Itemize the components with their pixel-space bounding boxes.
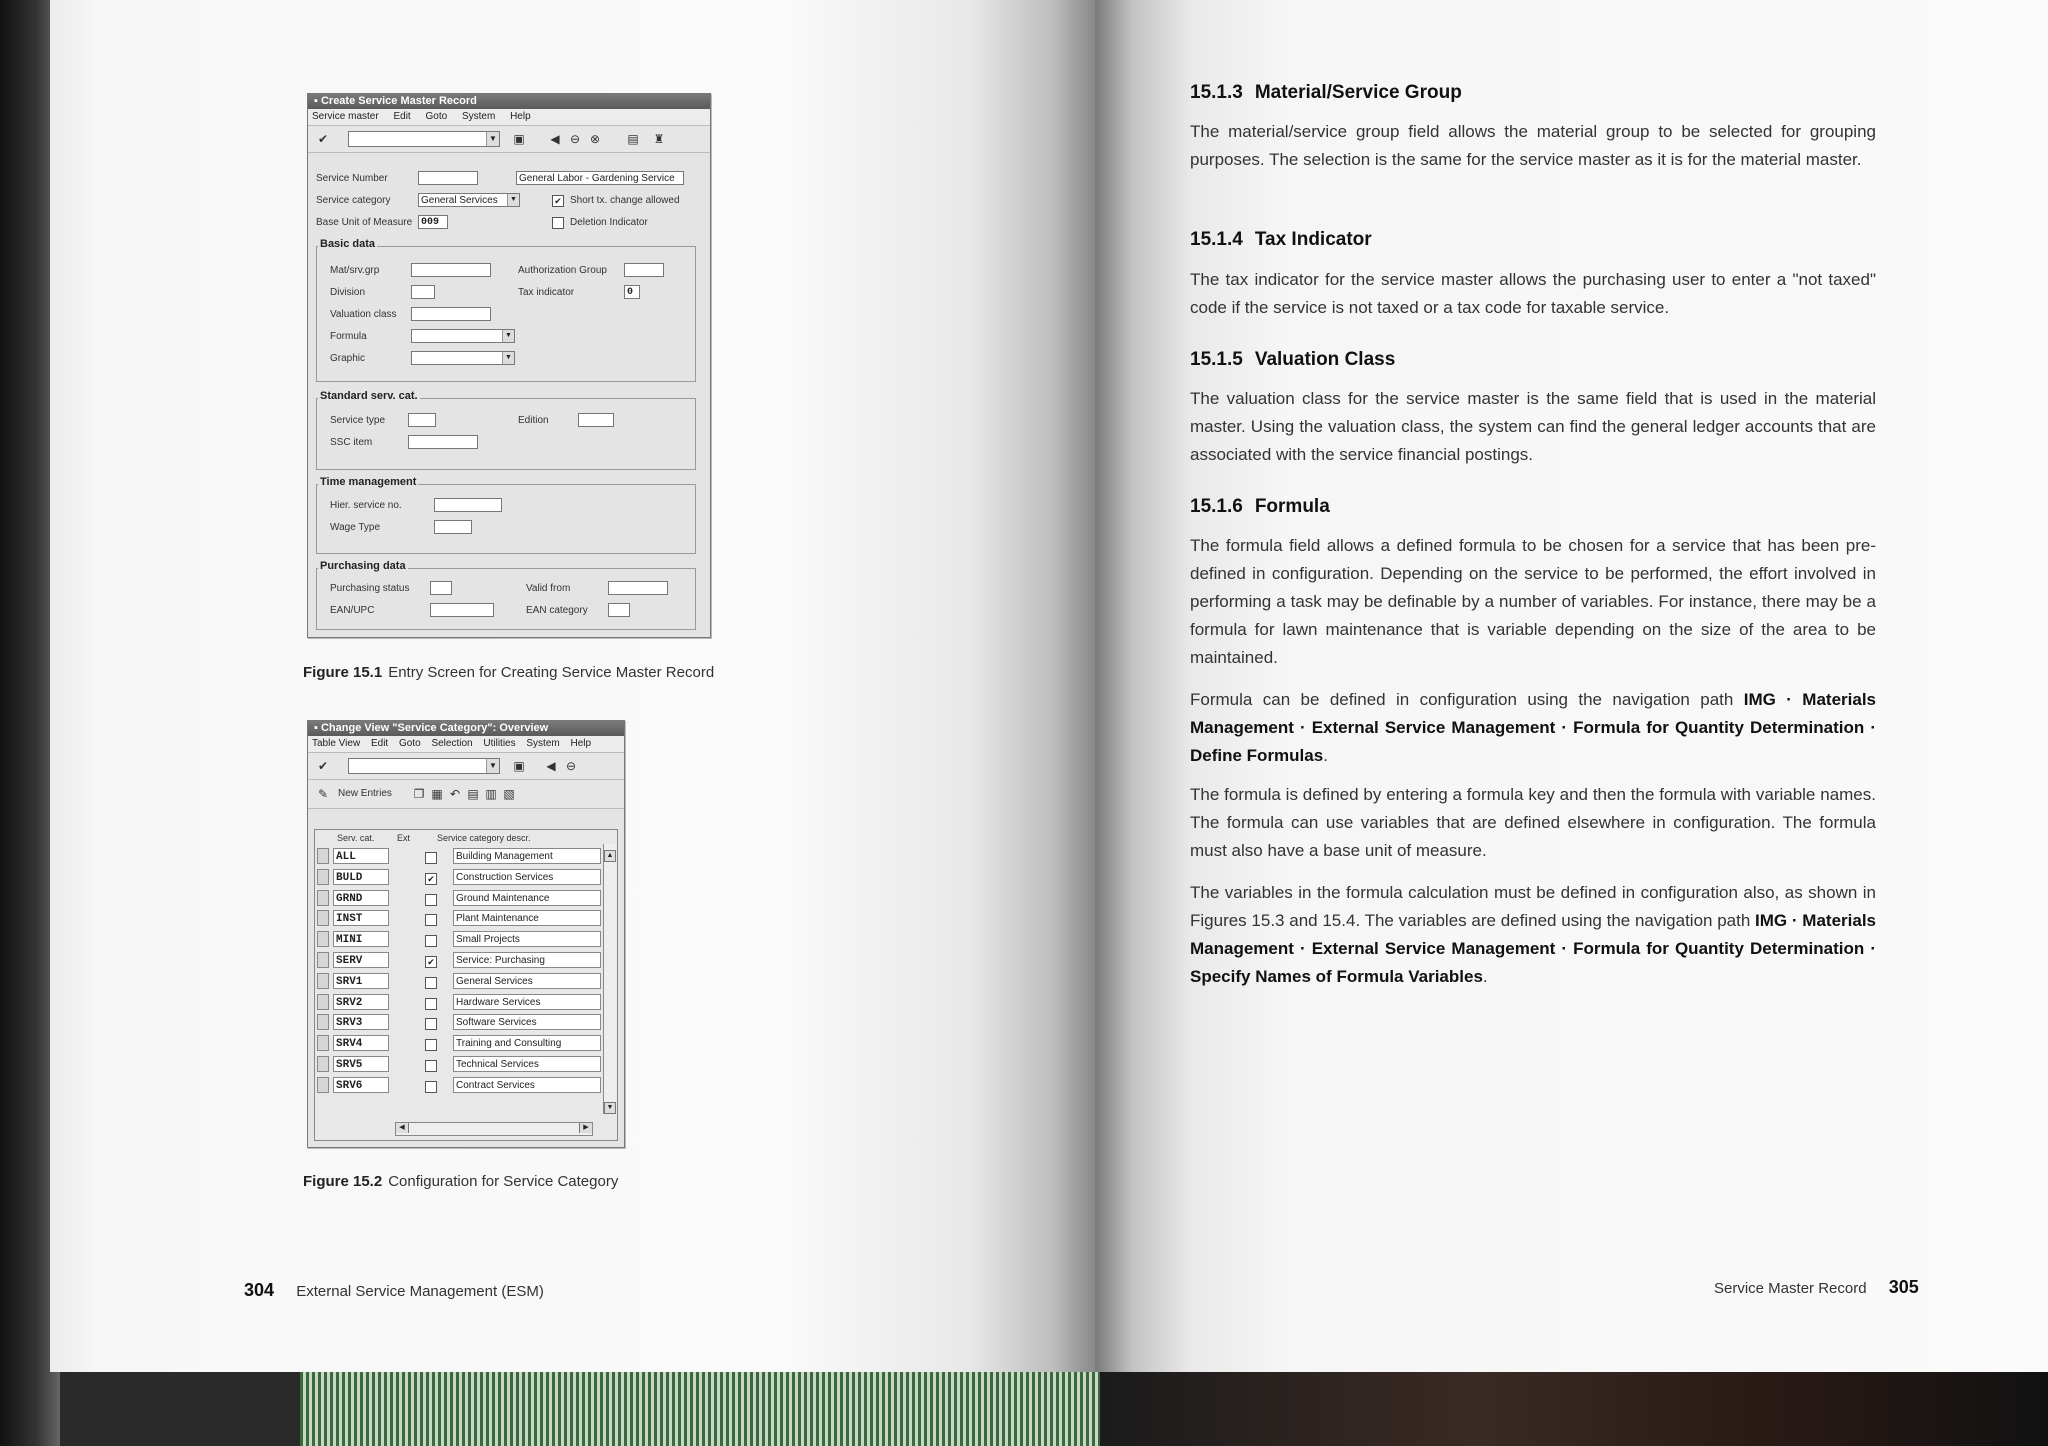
window-title-bar: ▪ Change View "Service Category": Overview — [308, 721, 624, 736]
section-heading — [1190, 349, 1395, 371]
section-heading — [1190, 496, 1330, 518]
copy-icon[interactable]: ❐ — [413, 787, 425, 801]
paragraph: The valuation class for the service master is the same field that is used in the material master. Using the valuation class, the system can find the general ledger accounts that are associated with the service financial postings. — [1190, 389, 1876, 464]
find-icon[interactable]: ♜ — [653, 132, 665, 146]
figure-caption-text: Entry Screen for Creating Service Master Record — [388, 664, 715, 681]
figure-label: Figure 15.2 — [303, 1173, 383, 1190]
formula-field[interactable] — [411, 329, 515, 343]
menu-selection[interactable]: Selection — [431, 738, 473, 749]
chevron-down-icon[interactable]: ▼ — [486, 759, 499, 773]
left-page-footer — [244, 1280, 544, 1301]
deselect-icon[interactable]: ▧ — [503, 787, 515, 801]
paragraph: The tax indicator for the service master allows the purchasing user to enter a "not taxed" code if the service is not taxed or a tax code for taxable service. — [1190, 270, 1876, 317]
time-management-title: Time management — [320, 476, 417, 488]
row-selector[interactable] — [317, 1056, 329, 1072]
horizontal-scrollbar[interactable] — [395, 1122, 593, 1136]
table-row[interactable] — [333, 1054, 603, 1074]
vertical-scrollbar[interactable] — [603, 844, 616, 1114]
command-field[interactable] — [348, 758, 500, 774]
row-selector[interactable] — [317, 1077, 329, 1093]
print-icon[interactable]: ▤ — [627, 132, 639, 146]
ext-checkbox[interactable] — [425, 1018, 437, 1030]
desc-cell[interactable]: Service: Purchasing — [453, 952, 601, 968]
paragraph — [1190, 686, 1876, 770]
col-serv-cat-header[interactable]: Serv. cat. — [337, 833, 375, 843]
standard-toolbar — [308, 753, 624, 780]
desc-cell[interactable]: Hardware Services — [453, 994, 601, 1010]
valid-from-label: Valid from — [526, 583, 571, 594]
menu-bar — [308, 736, 624, 753]
paragraph — [1190, 879, 1876, 991]
serv-cat-cell[interactable]: SRV5 — [333, 1056, 389, 1072]
deletion-indicator-checkbox[interactable] — [552, 217, 564, 229]
graphic-field[interactable] — [411, 351, 515, 365]
purchasing-status-field[interactable] — [430, 581, 452, 595]
purchasing-data-group — [316, 568, 696, 630]
row-selector[interactable] — [317, 848, 329, 864]
figure-label: Figure 15.1 — [303, 664, 383, 681]
desc-cell[interactable]: Technical Services — [453, 1056, 601, 1072]
service-category-label: Service category — [316, 195, 391, 206]
figure-15-1-window — [307, 93, 711, 638]
ext-checkbox[interactable] — [425, 998, 437, 1010]
time-management-group — [316, 484, 696, 554]
service-category-value: General Services — [421, 195, 498, 206]
command-field[interactable] — [348, 131, 500, 147]
navigation-path: IMG · Materials Management · External Service Management · Formula for Quantity Determination · Specify Names of Formula Variables — [1190, 911, 1876, 986]
serv-cat-cell[interactable]: SRV4 — [333, 1035, 389, 1051]
ean-category-label: EAN category — [526, 605, 588, 616]
section-heading — [1190, 82, 1462, 104]
section-number: 15.1.4 — [1190, 229, 1243, 250]
row-selector[interactable] — [317, 910, 329, 926]
row-selector[interactable] — [317, 890, 329, 906]
ext-checkbox[interactable] — [425, 977, 437, 989]
new-entries-button[interactable]: New Entries — [338, 788, 392, 799]
paragraph: The formula is defined by entering a formula key and then the formula with variable names. The formula can use variables that are defined elsewhere in configuration. The formula must also have a base unit of measure. — [1190, 785, 1876, 860]
chevron-down-icon[interactable]: ▼ — [502, 330, 514, 342]
valid-from-field[interactable] — [608, 581, 668, 595]
save-icon[interactable]: ▣ — [513, 759, 525, 773]
table-row[interactable] — [333, 950, 603, 970]
exit-icon[interactable]: ⊖ — [569, 132, 581, 146]
desc-cell[interactable]: Construction Services — [453, 869, 601, 885]
serv-cat-cell[interactable]: SRV1 — [333, 973, 389, 989]
chevron-down-icon[interactable]: ▼ — [486, 132, 499, 146]
service-category-table — [314, 829, 618, 1141]
desc-cell[interactable]: Ground Maintenance — [453, 890, 601, 906]
menu-system[interactable]: System — [526, 738, 560, 749]
paragraph: The material/service group field allows the material group to be selected for grouping purposes. The selection is the same for the service master as it is for the material master. — [1190, 122, 1876, 169]
standard-serv-cat-group — [316, 398, 696, 470]
paragraph: The formula field allows a defined formula to be chosen for a service that has been pre-defined in configuration. Depending on the service to be performed, the effort involved in performing a task may be definable by a number of variables. For instance, there may be a formula for lawn maintenance that is variable depending on the size of the area to be maintained. — [1190, 536, 1876, 667]
menu-goto[interactable]: Goto — [398, 738, 421, 749]
hier-service-no-label: Hier. service no. — [330, 500, 402, 511]
ean-upc-field[interactable] — [430, 603, 494, 617]
service-number-label: Service Number — [316, 173, 388, 184]
back-icon[interactable]: ◀ — [550, 132, 560, 146]
wage-type-field[interactable] — [434, 520, 472, 534]
figure-15-2-caption — [303, 1173, 618, 1190]
window-title: Create Service Master Record — [320, 95, 477, 107]
wage-type-label: Wage Type — [330, 522, 381, 533]
table-row[interactable] — [333, 1012, 603, 1032]
serv-cat-cell[interactable]: SRV6 — [333, 1077, 389, 1093]
row-selector[interactable] — [317, 973, 329, 989]
ext-checkbox[interactable] — [425, 852, 437, 864]
valuation-class-label: Valuation class — [330, 309, 397, 320]
row-selector[interactable] — [317, 931, 329, 947]
figure-caption-text: Configuration for Service Category — [388, 1173, 619, 1190]
paragraph-text: . — [1482, 967, 1488, 986]
short-text-change-label: Short tx. change allowed — [570, 195, 680, 206]
menu-goto[interactable]: Goto — [425, 111, 448, 122]
ext-checkbox[interactable] — [425, 1060, 437, 1072]
serv-cat-cell[interactable]: GRND — [333, 890, 389, 906]
table-row[interactable] — [333, 992, 603, 1012]
service-number-field[interactable] — [418, 171, 478, 185]
menu-service-master[interactable]: Service master — [312, 111, 379, 122]
delete-icon[interactable]: ▦ — [431, 787, 443, 801]
hier-service-no-field[interactable] — [434, 498, 502, 512]
scroll-left-icon[interactable]: ◀ — [396, 1123, 409, 1133]
edition-label: Edition — [518, 415, 549, 426]
window-title: Change View "Service Category": Overview — [320, 722, 549, 734]
row-selector[interactable] — [317, 1035, 329, 1051]
menu-help[interactable]: Help — [510, 111, 531, 122]
division-field[interactable] — [411, 285, 435, 299]
purchasing-data-title: Purchasing data — [320, 560, 406, 572]
paragraph-text: The variables in the formula calculation must be defined in configuration also, as shown in Figures 15.3 and 15.4. The variables are defined using the navigation path — [1190, 883, 1876, 930]
ext-checkbox[interactable]: ✔ — [425, 873, 437, 885]
chevron-down-icon[interactable]: ▼ — [502, 352, 514, 364]
table-row[interactable] — [333, 1075, 603, 1095]
exit-icon[interactable]: ⊖ — [565, 759, 577, 773]
valuation-class-field[interactable] — [411, 307, 491, 321]
ext-checkbox[interactable] — [425, 935, 437, 947]
table-rows — [333, 846, 605, 1110]
row-selector[interactable] — [317, 994, 329, 1010]
service-type-label: Service type — [330, 415, 386, 426]
table-row[interactable] — [333, 1033, 603, 1053]
menu-edit[interactable]: Edit — [370, 738, 389, 749]
service-type-field[interactable] — [408, 413, 436, 427]
menu-utilities[interactable]: Utilities — [483, 738, 516, 749]
tax-indicator-label: Tax indicator — [518, 287, 575, 298]
ean-upc-label: EAN/UPC — [330, 605, 375, 616]
ext-checkbox[interactable]: ✔ — [425, 956, 437, 968]
service-category-field[interactable] — [418, 193, 520, 207]
figure-15-1-caption — [303, 664, 714, 681]
serv-cat-cell[interactable]: ALL — [333, 848, 389, 864]
select-block-icon[interactable]: ▥ — [485, 787, 497, 801]
edition-field[interactable] — [578, 413, 614, 427]
serv-cat-cell[interactable]: BULD — [333, 869, 389, 885]
enter-icon[interactable]: ✔ — [317, 759, 329, 773]
deletion-indicator-label: Deletion Indicator — [570, 217, 648, 228]
ext-checkbox[interactable] — [425, 914, 437, 926]
col-ext-header[interactable]: Ext — [397, 833, 411, 843]
new-entries-icon[interactable]: ✎ — [317, 787, 329, 801]
section-title: Formula — [1254, 496, 1330, 517]
menu-system[interactable]: System — [461, 111, 496, 122]
save-icon[interactable]: ▣ — [513, 132, 525, 146]
serv-cat-cell[interactable]: SRV2 — [333, 994, 389, 1010]
table-row[interactable] — [333, 971, 603, 991]
serv-cat-cell[interactable]: SRV3 — [333, 1014, 389, 1030]
desc-cell[interactable]: Small Projects — [453, 931, 601, 947]
page-number: 305 — [1888, 1277, 1919, 1297]
serv-cat-cell[interactable]: MINI — [333, 931, 389, 947]
select-all-icon[interactable]: ▤ — [467, 787, 479, 801]
base-uom-label: Base Unit of Measure — [316, 217, 413, 228]
section-title: Material/Service Group — [1254, 82, 1462, 103]
back-icon[interactable]: ◀ — [546, 759, 556, 773]
section-number: 15.1.3 — [1190, 82, 1243, 103]
section-number: 15.1.6 — [1190, 496, 1243, 517]
enter-icon[interactable]: ✔ — [317, 132, 329, 146]
desc-cell[interactable]: Plant Maintenance — [453, 910, 601, 926]
desc-cell[interactable]: Training and Consulting — [453, 1035, 601, 1051]
chevron-down-icon[interactable]: ▼ — [507, 194, 519, 206]
menu-bar — [308, 109, 710, 126]
section-title: Valuation Class — [1254, 349, 1396, 370]
short-text-change-checkbox[interactable]: ✔ — [552, 195, 564, 207]
mat-srv-grp-field[interactable] — [411, 263, 491, 277]
paragraph-text: Formula can be defined in configuration using the navigation path — [1190, 690, 1744, 709]
base-uom-field[interactable]: 009 — [418, 215, 448, 229]
col-desc-header[interactable]: Service category descr. — [437, 833, 531, 843]
figure-15-2-window — [307, 720, 625, 1148]
undo-icon[interactable]: ↶ — [449, 787, 461, 801]
table-row[interactable] — [333, 888, 603, 908]
ext-checkbox[interactable] — [425, 1039, 437, 1051]
mat-srv-grp-label: Mat/srv.grp — [330, 265, 380, 276]
section-number: 15.1.5 — [1190, 349, 1243, 370]
authorization-group-field[interactable] — [624, 263, 664, 277]
section-title: Tax Indicator — [1254, 229, 1372, 250]
menu-edit[interactable]: Edit — [393, 111, 411, 122]
ssc-item-field[interactable] — [408, 435, 478, 449]
desc-cell[interactable]: Building Management — [453, 848, 601, 864]
serv-cat-cell[interactable]: SERV — [333, 952, 389, 968]
table-row[interactable] — [333, 908, 603, 928]
background-dark — [1100, 1360, 2048, 1446]
serv-cat-cell[interactable]: INST — [333, 910, 389, 926]
table-row[interactable] — [333, 867, 603, 887]
division-label: Division — [330, 287, 366, 298]
background-stripes — [300, 1360, 1100, 1446]
ssc-item-label: SSC item — [330, 437, 373, 448]
row-selector[interactable] — [317, 869, 329, 885]
cancel-icon[interactable]: ⊗ — [589, 132, 601, 146]
desc-cell[interactable]: Software Services — [453, 1014, 601, 1030]
formula-label: Formula — [330, 331, 367, 342]
row-selector[interactable] — [317, 952, 329, 968]
standard-toolbar — [308, 126, 710, 153]
ean-category-field[interactable] — [608, 603, 630, 617]
navigation-path: IMG · Materials Management · External Service Management · Formula for Quantity Determination · Define Formulas — [1190, 690, 1876, 765]
purchasing-status-label: Purchasing status — [330, 583, 410, 594]
row-selector[interactable] — [317, 1014, 329, 1030]
menu-table-view[interactable]: Table View — [312, 738, 361, 749]
scroll-right-icon[interactable]: ▶ — [579, 1123, 592, 1133]
desc-cell[interactable]: Contract Services — [453, 1077, 601, 1093]
ext-checkbox[interactable] — [425, 894, 437, 906]
standard-serv-cat-title: Standard serv. cat. — [320, 390, 418, 402]
scroll-up-icon[interactable]: ▲ — [604, 850, 616, 862]
right-page-footer — [1714, 1277, 1919, 1298]
basic-data-title: Basic data — [320, 238, 376, 250]
service-description-field[interactable]: General Labor - Gardening Service — [516, 171, 684, 185]
table-row[interactable] — [333, 846, 603, 866]
graphic-label: Graphic — [330, 353, 366, 364]
table-row[interactable] — [333, 929, 603, 949]
desc-cell[interactable]: General Services — [453, 973, 601, 989]
running-title: Service Master Record — [1714, 1280, 1867, 1297]
menu-help[interactable]: Help — [570, 738, 592, 749]
paragraph-text: . — [1323, 746, 1328, 765]
application-toolbar — [308, 780, 624, 809]
ext-checkbox[interactable] — [425, 1081, 437, 1093]
section-heading — [1190, 229, 1372, 251]
page-number: 304 — [244, 1280, 275, 1300]
running-title: External Service Management (ESM) — [296, 1283, 544, 1300]
authorization-group-label: Authorization Group — [518, 265, 607, 276]
tax-indicator-field[interactable]: 0 — [624, 285, 640, 299]
scroll-down-icon[interactable]: ▼ — [604, 1102, 616, 1114]
window-title-bar: ▪ Create Service Master Record — [308, 94, 710, 109]
